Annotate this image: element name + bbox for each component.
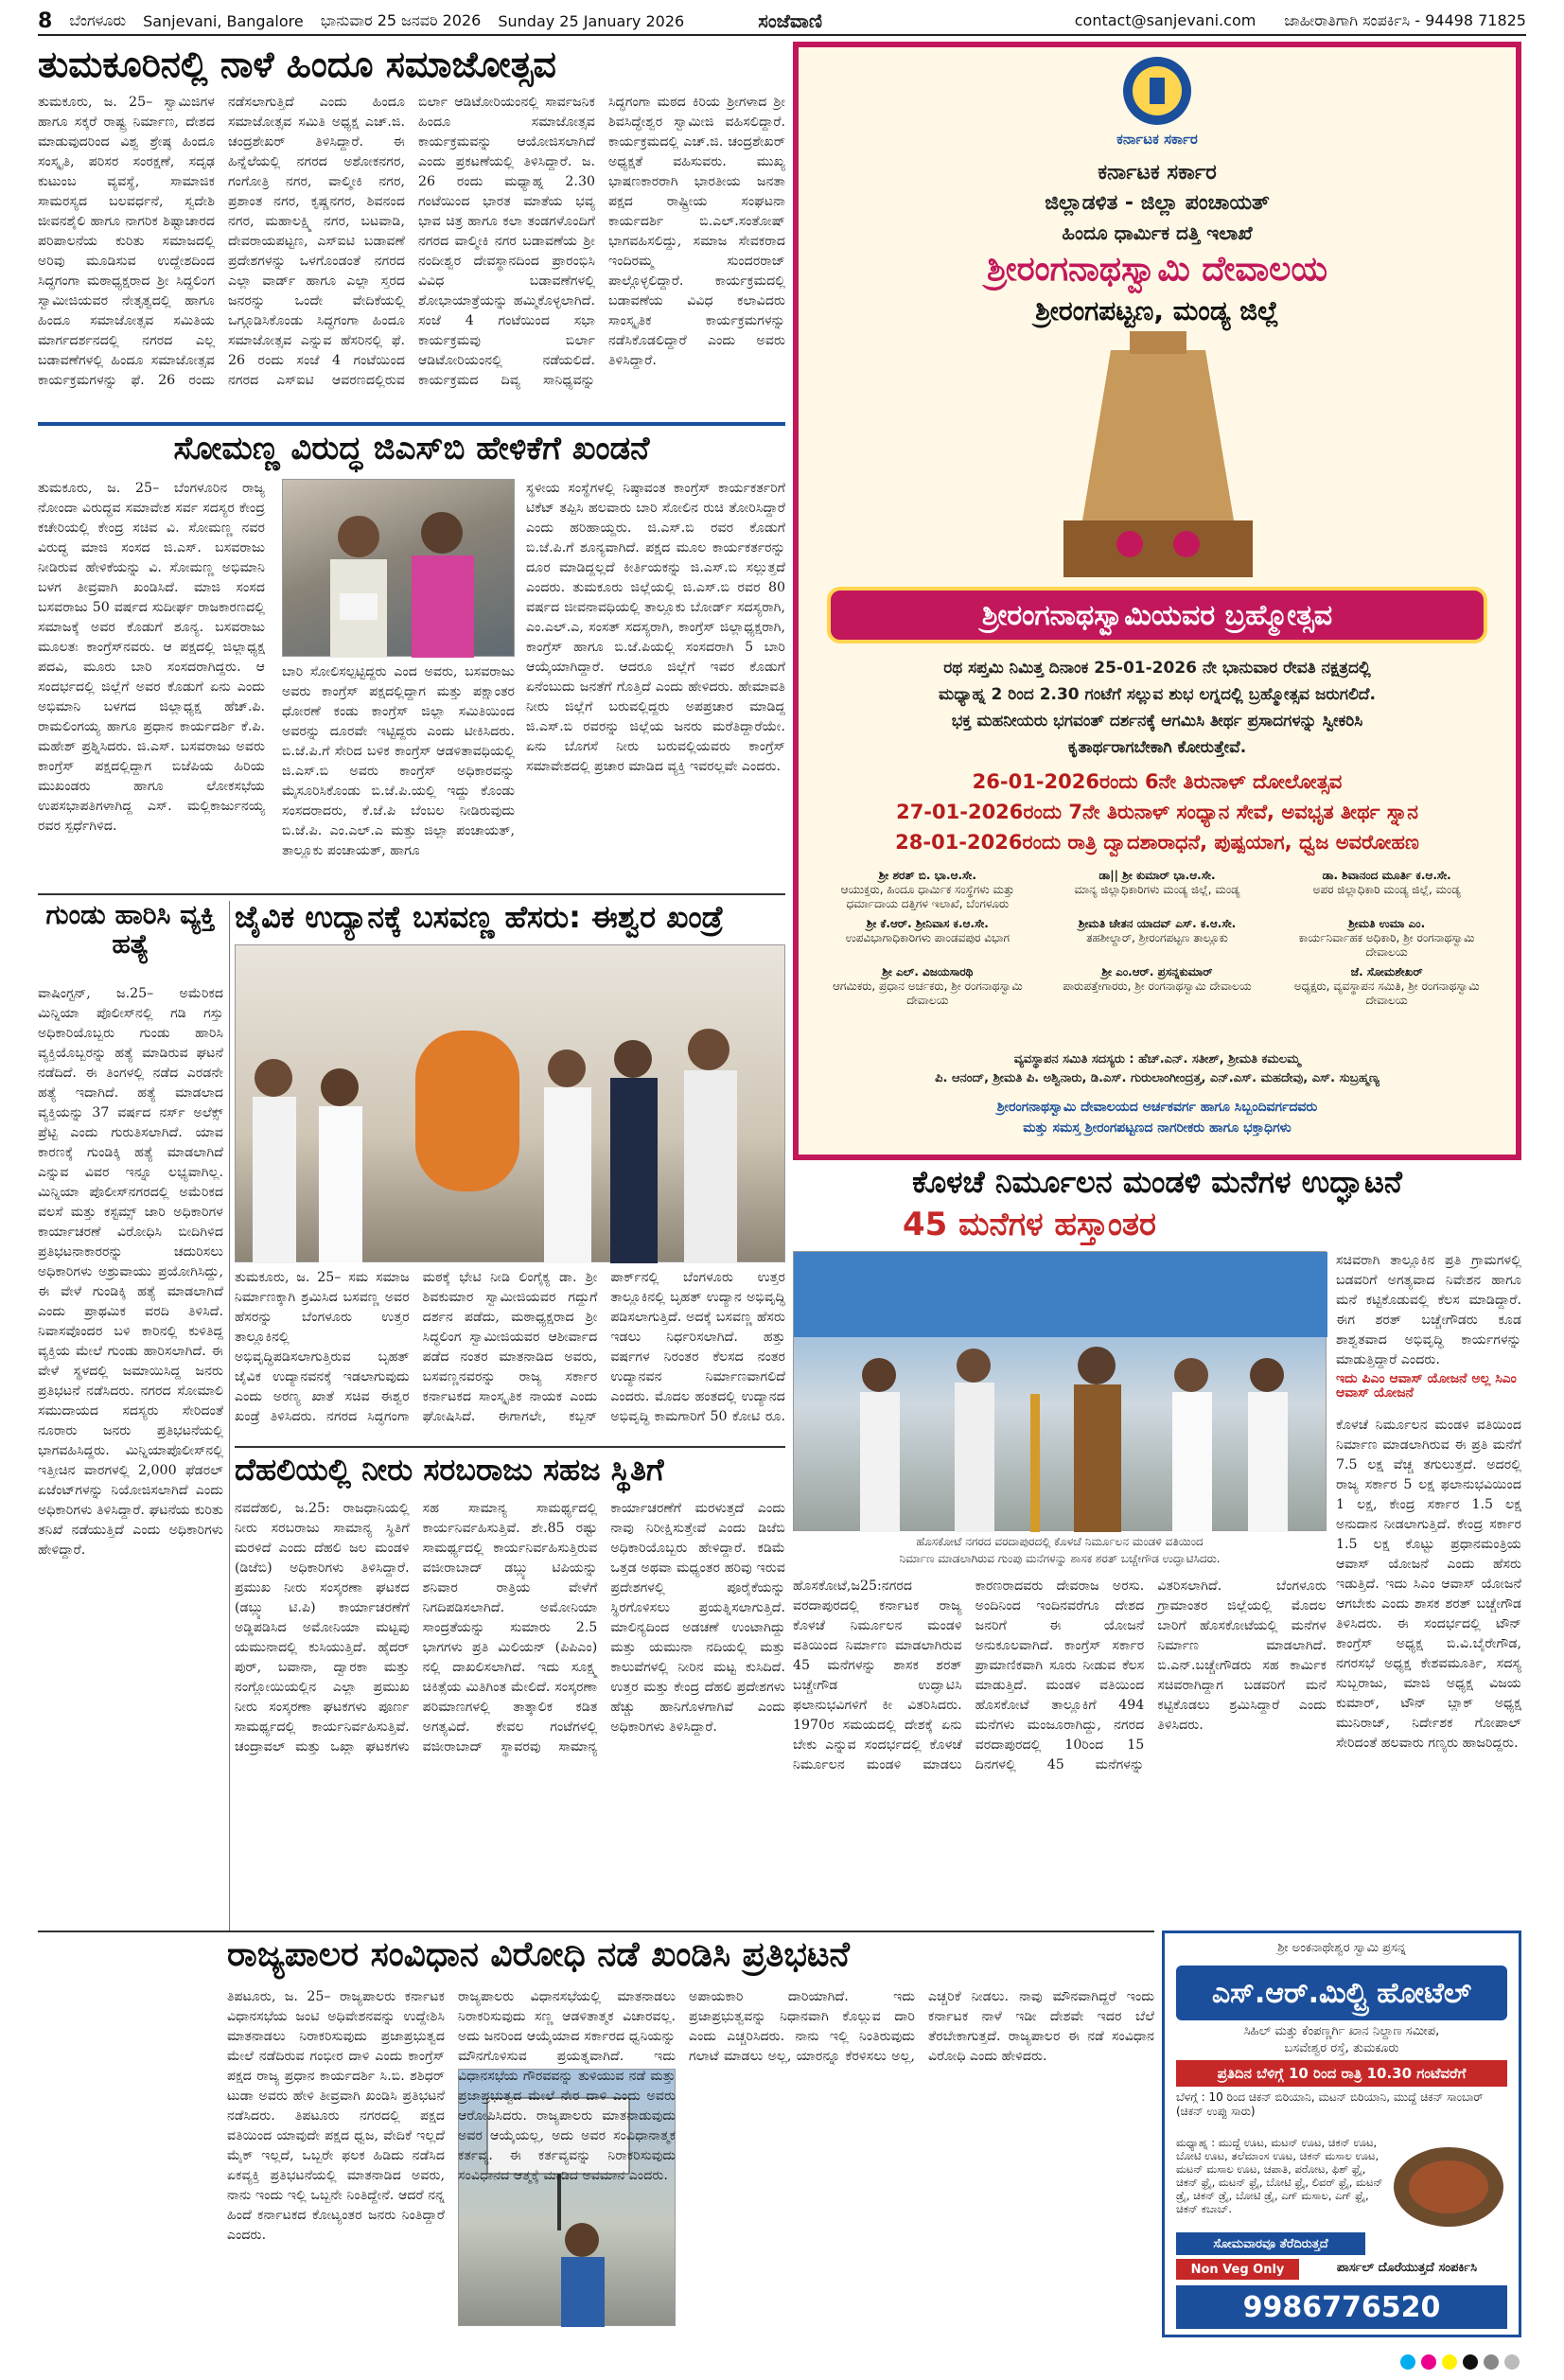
story-somanna-right: ಸ್ಥಳೀಯ ಸಂಸ್ಥೆಗಳಲ್ಲಿ ನಿಷ್ಠಾವಂತ ಕಾಂಗ್ರೆಸ್ ಕಾರ್ಯಕರ್ತರಿಗೆ ಟಿಕೆಟ್ ತಪ್ಪಿಸಿ ಹಲವಾರು ಬಾರಿ ಸೋಲಿನ ರುಚಿ ತೋರಿಸಿದ್ದಾರೆ ಎಂದು ಹರಿಹಾಯ್ದರು. ಜಿ.ಎಸ್.ಬಿ ರವರ ಕೊಡುಗೆ ಬಿ.ಜೆ.ಪಿ.ಗೆ ಶೂನ್ಯವಾಗಿದೆ. ಪಕ್ಷದ ಮೂಲ ಕಾರ್ಯಕರ್ತರನ್ನು ದೂರ ಮಾಡಿದ್ದಲ್ಲದೆ ಕೀರ್ತಿಯಕನ್ನು ಜಿ.ಎಸ್.ಬಿ ಸಲ್ಲುತ್ತದೆ ಎಂದರು. ತುಮಕೂರು ಜಿಲ್ಲೆಯಲ್ಲಿ ಜಿ.ಎಸ್.ಬಿ ರವರ 80 ವರ್ಷದ ಜೀವನಾವಧಿಯಲ್ಲಿ ತಾಲ್ಲೂಕು ಬೋರ್ಡ್ ಸದಸ್ಯರಾಗಿ, ಎಂ.ಎಲ್.ಎ, ಸಂಸತ್ ಸದಸ್ಯರಾಗಿ, ಕಾಂಗ್ರೆಸ್ ಜಿಲ್ಲಾಧ್ಯಕ್ಷರಾಗಿ, ಕಾಂಗ್ರೆಸ್ ಹಾಗೂ ಬಿ.ಜೆ.ಪಿಯಲ್ಲಿ ಸಂಸದರಾಗಿ 5 ಬಾರಿ ಆಯ್ಕೆಯಾಗಿದ್ದಾರೆ. ಆದರೂ ಜಿಲ್ಲೆಗೆ ಇವರ ಕೊಡುಗೆ ಏನೆಂಬುದು ಜನತೆಗೆ ಗೊತ್ತಿದೆ ಎಂದು ಹೇಳಿದರು. ಹೇಮಾವತಿ ನೀರು ಜಿಲ್ಲೆಗೆ ಬರುವಲ್ಲಿದ್ದರು ಅಪಪ್ರಚಾರ ಮಾಡಿದ್ದ ಜಿ.ಎಸ್.ಬಿ ರವರನ್ನು ಜಿಲ್ಲೆಯ ಜನರು ಮರೆತಿದ್ದಾರೆಯೇ. ಏನು ಬೊಗಸೆ ನೀರು ಬರುವಲ್ಲಿಯವರು ಕಾಂಗ್ರೆಸ್ ಸಮಾವೇಶದಲ್ಲಿ ಪ್ರಚಾರ ಮಾಡಿದ ವ್ಯಕ್ತಿ ಇವರಲ್ಲವೇ ಎಂದರು. — [526, 481, 785, 774]
official-card: ಡಾ|| ಶ್ರೀ ಕುಮಾರ್ ಭಾ.ಆ.ಸೇ. ಮಾನ್ಯ ಜಿಲ್ಲಾಧಿಕಾರಿಗಳು ಮಂಡ್ಯ ಜಿಲ್ಲೆ, ಮಂಡ್ಯ — [1074, 869, 1240, 896]
ad-dept: ಹಿಂದೂ ಧಾರ್ಮಿಕ ದತ್ತಿ ಇಲಾಖೆ — [1062, 221, 1253, 244]
story-housing-side-2: ಕೊಳಚೆ ನಿರ್ಮೂಲನ ಮಂಡಳಿ ವತಿಯಿಂದ ನಿರ್ಮಾಣ ಮಾಡಲಾಗಿರುವ ಈ ಪ್ರತಿ ಮನೆಗೆ 7.5 ಲಕ್ಷ ವೆಚ್ಚ ತಗುಲುತ್ತದೆ. ಅದರಲ್ಲಿ ರಾಜ್ಯ ಸರ್ಕಾರ 5 ಲಕ್ಷ ಫಲಾನುಭವಿಯಿಂದ 1 ಲಕ್ಷ, ಕೇಂದ್ರ ಸರ್ಕಾರ 1.5 ಲಕ್ಷ ಅನುದಾನ ನೀಡಲಾಗುತ್ತಿದೆ. ಕೇಂದ್ರ ಸರ್ಕಾರ 1.5 ಲಕ್ಷ ಕೊಟ್ಟು ಪ್ರಧಾನಮಂತ್ರಿಯ ಆವಾಸ್ ಯೋಜನೆ ಎಂದು ಹೆಸರು ಇಡುತ್ತಿದೆ. ಇದು ಸಿಎಂ ಆವಾಸ್ ಯೋಜನೆ ಆಗಬೇಕು ಎಂದು ಶಾಸಕ ಶರತ್ ಬಚ್ಚೇಗೌಡ ತಿಳಿಸಿದರು. ಈ ಸಂದರ್ಭದಲ್ಲಿ ಟೌನ್ ಕಾಂಗ್ರೆಸ್ ಅಧ್ಯಕ್ಷ ಬಿ.ವಿ.ಬೈರೇಗೌಡ, ನಗರಸಭೆ ಅಧ್ಯಕ್ಷ ಕೇಶವಮೂರ್ತಿ, ಸದಸ್ಯ ಸುಬ್ಬರಾಜು, ಮಾಜಿ ಅಧ್ಯಕ್ಷ ವಿಜಯ ಕುಮಾರ್, ಟೌನ್ ಬ್ಲಾಕ್ ಅಧ್ಯಕ್ಷ ಮುನಿರಾಜ್, ನಿರ್ದೇಶಕ ಗೋಪಾಲ್ ಸೇರಿದಂತೆ ಹಲವಾರು ಗಣ್ಯರು ಹಾಜರಿದ್ದರು. — [1336, 1418, 1521, 1751]
official-card: ಶ್ರೀಮತಿ ಉಮಾ ಎಂ. ಕಾರ್ಯನಿರ್ವಾಹಕ ಅಧಿಕಾರಿ, ಶ್ರೀ ರಂಗನಾಥಸ್ವಾಮಿ ದೇವಾಲಯ — [1298, 917, 1475, 959]
headline-somanna: ಸೋಮಣ್ಣ ವಿರುದ್ಧ ಜಿಎಸ್‌ಬಿ ಹೇಳಿಕೆಗೆ ಖಂಡನೆ — [173, 430, 650, 467]
story-housing: ಹೊಸಕೋಟೆ,ಜ25:ನಗರದ ವರದಾಪುರದಲ್ಲಿ ಕರ್ನಾಟಕ ರಾಜ್ಯ ಕೊಳಚೆ ನಿರ್ಮೂಲನ ಮಂಡಳಿ ವತಿಯಿಂದ ನಿರ್ಮಾಣ ಮಾಡಲಾಗಿರುವ 45 ಮನೆಗಳನ್ನು ಶಾಸಕ ಶರತ್ ಬಚ್ಚೇಗೌಡ ಉದ್ಘಾಟಿಸಿ ಫಲಾನುಭವಿಗಳಿಗೆ ಕೀ ವಿತರಿಸಿದರು. 1970ರ ಸಮಯದಲ್ಲಿ ದೇಶಕ್ಕೆ ಏನು ಬೇಕು ಎನ್ನುವ ಸಂದರ್ಭದಲ್ಲಿ ಕೊಳಚೆ ನಿರ್ಮೂಲನ ಮಂಡಳಿ ಮಾಡಲು ಕಾರಣರಾದವರು ದೇವರಾಜ ಅರಸು. ಅಂದಿನಿಂದ ಇಂದಿನವರೆಗೂ ದೇಶದ ಜನರಿಗೆ ಈ ಯೋಜನೆ ಅನುಕೂಲವಾಗಿದೆ. ಕಾಂಗ್ರೆಸ್ ಸರ್ಕಾರ ಪ್ರಾಮಾಣಿಕವಾಗಿ ಸೂರು ನೀಡುವ ಕೆಲಸ ಮಾಡುತ್ತಿದೆ. ಮಂಡಳಿ ವತಿಯಿಂದ ಹೊಸಕೋಟೆ ತಾಲ್ಲೂಕಿಗೆ 494 ಮನೆಗಳು ಮಂಜೂರಾಗಿದ್ದು, ನಗರದ ವರದಾಪುರದಲ್ಲಿ 10ರಿಂದ 15 ದಿನಗಳಲ್ಲಿ 45 ಮನೆಗಳನ್ನು ವಿತರಿಸಲಾಗಿದೆ. ಬೆಂಗಳೂರು ಗ್ರಾಮಾಂತರ ಜಿಲ್ಲೆಯಲ್ಲಿ ಮೊದಲ ಬಾರಿಗೆ ಹೊಸಕೋಟೆಯಲ್ಲಿ ಮನೆಗಳ ನಿರ್ಮಾಣ ಮಾಡಲಾಗಿದೆ. ಬಿ.ಎನ್.ಬಚ್ಚೇಗೌಡರು ಸಹ ಕಾರ್ಮಿಕ ಸಚಿವರಾಗಿದ್ದಾಗ ಬಡವರಿಗೆ ಮನೆ ಕಟ್ಟಿಕೊಡಲು ಶ್ರಮಿಸಿದ್ದಾರೆ ಎಂದು ತಿಳಿಸಿದರು. — [793, 1578, 1327, 1772]
date-english: Sunday 25 January 2026 — [498, 11, 685, 30]
story-governor-left: ತಿಪಟೂರು, ಜ. 25– ರಾಜ್ಯಪಾಲರು ಕರ್ನಾಟಕ ವಿಧಾನಸಭೆಯ ಜಂಟಿ ಅಧಿವೇಶನವನ್ನು ಉದ್ದೇಶಿಸಿ ಮಾತನಾಡಲು ನಿರಾಕರಿಸುವುದು ಪ್ರಜಾಪ್ರಭುತ್ವದ ಮೇಲೆ ನಡೆದಿರುವ ಗಂಭೀರ ದಾಳಿ ಎಂದು ಕಾಂಗ್ರೆಸ್ ಪಕ್ಷದ ರಾಜ್ಯ ಪ್ರಧಾನ ಕಾರ್ಯದರ್ಶಿ ಸಿ.ಬಿ. ಶಶಿಧರ್ ಟುಡಾ ಅವರು ಹೇಳಿ ತೀವ್ರವಾಗಿ ಖಂಡಿಸಿ ಪ್ರತಿಭಟನೆ ನಡೆಸಿದರು. ತಿಪಟೂರು ನಗರದಲ್ಲಿ ಪಕ್ಷದ ವತಿಯಿಂದ ಯಾವುದೇ ಪಕ್ಷದ ಧ್ವಜ, ವೇದಿಕೆ ಇಲ್ಲದೆ ಮೈಕ್ ಇಲ್ಲದೆ, ಒಬ್ಬರೇ ಫಲಕ ಹಿಡಿದು ನಡೆಸಿದ ಏಕವ್ಯಕ್ತಿ ಪ್ರತಿಭಟನೆಯಲ್ಲಿ ಮಾತನಾಡಿದ ಅವರು, ನಾನು ಇಂದು ಇಲ್ಲಿ ಒಬ್ಬನೇ ನಿಂತಿದ್ದೇನೆ. ಆದರೆ ನನ್ನ ಹಿಂದೆ ಕರ್ನಾಟಕದ ಕೋಟ್ಯಂತರ ಜನರು ನಿಂತಿದ್ದಾರೆ ಎಂದರು. — [227, 1989, 445, 2243]
section-divider — [38, 893, 785, 895]
ad-officials-grid — [817, 869, 1497, 1008]
ad-place: ಶ್ರೀರಂಗಪಟ್ಟಣ, ಮಂಡ್ಯ ಜಿಲ್ಲೆ — [1035, 295, 1279, 326]
page-number: 8 — [38, 9, 53, 33]
hotel-hours: ಪ್ರತಿದಿನ ಬೆಳಿಗ್ಗೆ 10 ರಿಂದ ರಾತ್ರಿ 10.30 ಗಂಟೆವರೆಗೆ — [1176, 2060, 1507, 2087]
photo-housing-inauguration — [793, 1251, 1327, 1531]
story-governor-mid: ರಾಜ್ಯಪಾಲರು ವಿಧಾನಸಭೆಯಲ್ಲಿ ಮಾತನಾಡಲು ನಿರಾಕರಿಸುವುದು ಸಣ್ಣ ಆಡಳಿತಾತ್ಮಕ ವಿಚಾರವಲ್ಲ. ಅದು ಜನರಿಂದ ಆಯ್ಕೆಯಾದ ಸರ್ಕಾರದ ಧ್ವನಿಯನ್ನು ಮೌನಗೊಳಿಸುವ ಪ್ರಯತ್ನವಾಗಿದೆ. ಇದು ವಿಧಾನಸಭೆಯ ಗೌರವವನ್ನು ತುಳಿಯುವ ನಡೆ ಮತ್ತು ಪ್ರಜಾಪ್ರಭುತ್ವದ ಮೇಲೆ ನೇರ ದಾಳಿ ಎಂದು ಅವರು ಆರೋಪಿಸಿದರು. ರಾಜ್ಯಪಾಲರು ಮಾತನಾಡುವುದು ಅವರ ಆಯ್ಕೆಯಲ್ಲ, ಅದು ಅವರ ಸಂವಿಧಾನಾತ್ಮಕ ಕರ್ತವ್ಯ. ಈ ಕರ್ತವ್ಯವನ್ನು ನಿರಾಕರಿಸುವುದು ಸಂವಿಧಾನದ ಆತ್ಮಕ್ಕೆ ಮಾಡಿದ ಅವಮಾನ ಎಂದರು. — [458, 1989, 676, 2183]
official-card: ಶ್ರೀ ಕೆ.ಆರ್. ಶ್ರೀನಿವಾಸ ಕ.ಆ.ಸೇ. ಉಪವಿಭಾಗಾಧಿಕಾರಿಗಳು ಪಾಂಡವಪುರ ವಿಭಾಗ — [845, 917, 1010, 944]
people-illustration-icon — [283, 480, 516, 658]
subheadline-housing: 45 ಮನೆಗಳ ಹಸ್ತಾಂತರ — [902, 1206, 1157, 1243]
hotel-nonveg-badge: Non Veg Only — [1176, 2259, 1299, 2280]
story-housing-side: ಸಚಿವರಾಗಿ ತಾಲ್ಲೂಕಿನ ಪ್ರತಿ ಗ್ರಾಮಗಳಲ್ಲಿ ಬಡವರಿಗೆ ಅಗತ್ಯವಾದ ನಿವೇಶನ ಹಾಗೂ ಮನೆ ಕಟ್ಟಿಕೊಡುವಲ್ಲಿ ಕೆಲಸ ಮಾಡಿದ್ದಾರೆ. ಈಗ ಶರತ್ ಬಚ್ಚೇಗೌಡರು ಕೂಡ ಶಾಶ್ವತವಾದ ಅಭಿವೃದ್ಧಿ ಕಾರ್ಯಗಳನ್ನು ಮಾಡುತ್ತಿದ್ದಾರೆ ಎಂದರು. — [1336, 1253, 1521, 1367]
advert-temple — [793, 42, 1521, 1160]
story-somanna-left: ತುಮಕೂರು, ಜ. 25– ಬೆಂಗಳೂರಿನ ರಾಜ್ಯ ನೋಂದಾ ವಿರುದ್ಧವ ಸಮಾವೇಶ ಸರ್ವ ಸದಸ್ಯರ ಕೇಂದ್ರ ಕಚೇರಿಯಲ್ಲಿ ಕೇಂದ್ರ ಸಚಿವ ವಿ. ಸೋಮಣ್ಣ ನವರ ವಿರುದ್ಧ ಮಾಜಿ ಸಂಸದ ಜಿ.ಎಸ್. ಬಸವರಾಜು ನೀಡಿರುವ ಹೇಳಿಕೆಯನ್ನು ವಿ. ಸೋಮಣ್ಣ ಅಭಿಮಾನಿ ಬಳಗ ತೀವ್ರವಾಗಿ ಖಂಡಿಸಿದೆ. ಮಾಜಿ ಸಂಸದ ಬಸವರಾಜು 50 ವರ್ಷದ ಸುದೀರ್ಘ ರಾಜಕಾರಣದಲ್ಲಿ ಸಮಾಜಕ್ಕೆ ಅವರ ಕೊಡುಗೆ ಶೂನ್ಯ. ಬಸವರಾಜು ಮೂಲತಃ ಕಾಂಗ್ರೆಸ್‌ನವರು. ಆ ಪಕ್ಷದಲ್ಲಿ ಜಿಲ್ಲಾಧ್ಯಕ್ಷ ಪದವಿ, ಮೂರು ಬಾರಿ ಸಂಸದರಾಗಿದ್ದರು. ಆ ಸಂದರ್ಭದಲ್ಲಿ ಜಿಲ್ಲೆಗೆ ಅವರ ಕೊಡುಗೆ ಏನು ಎಂದು ಅಭಿಮಾನಿ ಬಳಗದ ಜಿಲ್ಲಾಧ್ಯಕ್ಷ ಹೆಚ್.ಪಿ. ರಾಮಲಿಂಗಯ್ಯ ಹಾಗೂ ಪ್ರಧಾನ ಕಾರ್ಯದರ್ಶಿ ಕೆ.ಪಿ. ಮಹೇಶ್ ಪ್ರಶ್ನಿಸಿದರು. ಜಿ.ಎಸ್. ಬಸವರಾಜು ಅವರು ಕಾಂಗ್ರೆಸ್ ಪಕ್ಷದಲ್ಲಿದ್ದಾಗ ಬಿಜೆಪಿಯ ಹಿರಿಯ ಮುಖಂಡರು ಹಾಗೂ ಲೋಕಸಭೆಯ ಉಪಸಭಾಪತಿಗಳಾಗಿದ್ದ ಎಸ್. ಮಲ್ಲಿಕಾರ್ಜುನಯ್ಯ ರವರ ಸ್ಪರ್ಧೆಗಿಳಿದ. — [38, 481, 265, 834]
inauguration-illustration-icon — [794, 1252, 1327, 1532]
ad-banner-brahmotsava: ಶ್ರೀರಂಗನಾಥಸ್ವಾಮಿಯವರ ಬ್ರಹ್ಮೋತ್ಸವ — [827, 587, 1487, 643]
ad-schedule-3: 28-01-2026ರಂದು ರಾತ್ರಿ ದ್ವಾದಶಾರಾಧನೆ, ಪುಷ್ಪಯಾಗ, ಧ್ವಜ ಅವರೋಹಣ — [895, 831, 1419, 854]
headline-governor: ರಾಜ್ಯಪಾಲರ ಸಂವಿಧಾನ ವಿರೋಧಿ ನಡೆ ಖಂಡಿಸಿ ಪ್ರತಿಭಟನೆ — [227, 1935, 850, 1974]
story-water: ನವದೆಹಲಿ, ಜ.25: ರಾಜಧಾನಿಯಲ್ಲಿ ನೀರು ಸರಬರಾಜು ಸಾಮಾನ್ಯ ಸ್ಥಿತಿಗೆ ಮರಳಿದೆ ಎಂದು ದೆಹಲಿ ಜಲ ಮಂಡಳಿ (ಡಿಜೆಬಿ) ಅಧಿಕಾರಿಗಳು ತಿಳಿಸಿದ್ದಾರೆ. ಪ್ರಮುಖ ನೀರು ಸಂಸ್ಕರಣಾ ಘಟಕದ (ಡಬ್ಲ್ಯು ಟಿ.ಪಿ) ಕಾರ್ಯಾಚರಣೆಗೆ ಅಡ್ಡಿಪಡಿಸಿದ ಅಮೋನಿಯಾ ಮಟ್ಟವು ಯಮುನಾದಲ್ಲಿ ಕುಸಿಯುತ್ತಿದೆ. ಹೈದರ್ ಪುರ್, ಬವಾನಾ, ದ್ವಾರಕಾ ಮತ್ತು ನಂಗ್ಲೋಯಿಯಲ್ಲಿನ ಎಲ್ಲಾ ಪ್ರಮುಖ ನೀರು ಸಂಸ್ಕರಣಾ ಘಟಕಗಳು ಪೂರ್ಣ ಸಾಮರ್ಥ್ಯದಲ್ಲಿ ಕಾರ್ಯನಿರ್ವಹಿಸುತ್ತಿವೆ. ಚಂದ್ರಾವಲ್ ಮತ್ತು ಒಖ್ಲಾ ಘಟಕಗಳು ಸಹ ಸಾಮಾನ್ಯ ಸಾಮರ್ಥ್ಯದಲ್ಲಿ ಕಾರ್ಯನಿರ್ವಹಿಸುತ್ತಿವೆ. ಶೇ.85 ರಷ್ಟು ಸಾಮರ್ಥ್ಯದಲ್ಲಿ ಕಾರ್ಯನಿರ್ವಹಿಸುತ್ತಿರುವ ವಜೀರಾಬಾದ್ ಡಬ್ಲ್ಯು ಟಿಪಿಯನ್ನು ಶನಿವಾರ ರಾತ್ರಿಯ ವೇಳೆಗೆ ನಿಗದಿಪಡಿಸಲಾಗಿದೆ. ಅಮೋನಿಯಾ ಸಾಂದ್ರತೆಯನ್ನು ಸುಮಾರು 2.5 ಭಾಗಗಳು ಪ್ರತಿ ಮಿಲಿಯನ್ (ಪಿಪಿಎಂ) ನಲ್ಲಿ ದಾಖಲಿಸಲಾಗಿದೆ. ಇದು ಸೂಕ್ಷ್ಮ ಚಿಕಿತ್ಸೆಯ ಮಿತಿಗಿಂತ ಮೇಲಿದೆ. ಸಂಸ್ಕರಣಾ ಪರಿಮಾಣಗಳಲ್ಲಿ ತಾತ್ಕಾಲಿಕ ಕಡಿತ ಅಗತ್ಯವಿದೆ. ಕೇವಲ ಗಂಟೆಗಳಲ್ಲಿ ವಜೀರಾಬಾದ್ ಸ್ಥಾವರವು ಸಾಮಾನ್ಯ ಕಾರ್ಯಾಚರಣೆಗೆ ಮರಳುತ್ತದೆ ಎಂದು ನಾವು ನಿರೀಕ್ಷಿಸುತ್ತೇವೆ ಎಂದು ಡಿಜೆಬಿ ಅಧಿಕಾರಿಯೊಬ್ಬರು ಹೇಳಿದ್ದಾರೆ. ಕಡಿಮೆ ಒತ್ತಡ ಅಥವಾ ಮಧ್ಯಂತರ ಹರಿವು ಇರುವ ಪ್ರದೇಶಗಳಲ್ಲಿ ಪೂರೈಕೆಯನ್ನು ಸ್ಥಿರಗೊಳಿಸಲು ಪ್ರಯತ್ನಿಸಲಾಗುತ್ತಿದೆ. ಮಾಲಿನ್ಯದಿಂದ ಅಡಚಣೆ ಉಂಟಾಗಿದ್ದು ಮತ್ತು ಯಮುನಾ ನದಿಯಲ್ಲಿ ಮತ್ತು ಕಾಲುವೆಗಳಲ್ಲಿ ನೀರಿನ ಮಟ್ಟ ಕುಸಿದಿದೆ. ಉತ್ತರ ಮತ್ತು ಕೇಂದ್ರ ದೆಹಲಿ ಪ್ರದೇಶಗಳು ಹೆಚ್ಚು ಹಾನಿಗೊಳಗಾಗಿವೆ ಎಂದು ಅಧಿಕಾರಿಗಳು ತಿಳಿಸಿದ್ದಾರೆ. — [235, 1501, 785, 1754]
black-dot-icon — [1463, 2354, 1478, 2370]
hotel-monday-open: ಸೋಮವಾರವೂ ತೆರೆದಿರುತ್ತದೆ — [1176, 2232, 1365, 2255]
hotel-afternoon-menu: ಮಧ್ಯಾಹ್ನ : ಮುದ್ದೆ ಊಟ, ಮಟನ್ ಊಟ, ಚಿಕನ್ ಊಟ, ಬೋಟಿ ಊಟ, ತಲೆಮಾಂಸ ಊಟ, ಚಿಕನ್ ಮಸಾಲ ಊಟ, ಮಟನ್ ಮಸಾಲ ಊಟ, ಚಪಾತಿ, ಪರೋಟ, ಫಿಶ್ ಫ್ರೈ, ಚಿಕನ್ ಫ್ರೈ, ಮಟನ್ ಫ್ರೈ, ಬೋಟಿ ಫ್ರೈ, ಲಿವರ್ ಫ್ರೈ, ಮಟನ್ ಡ್ರೈ, ಚಿಕನ್ ಡ್ರೈ, ಬೋಟಿ ಡ್ರೈ, ಎಗ್ ಮಸಾಲ, ಎಗ್ ಫ್ರೈ, ಚಿಕನ್ ಕಬಾಬ್. — [1176, 2136, 1383, 2215]
official-card: ಶ್ರೀಮತಿ ಚೇತನ ಯಾದವ್ ಎಸ್. ಕ.ಆ.ಸೇ. ತಹಶೀಲ್ದಾರ್, ಶ್ರೀರಂಗಪಟ್ಟಣ ತಾಲ್ಲೂಕು — [1078, 917, 1237, 944]
ad-detail-4: ಕೃತಾರ್ಥರಾಗಬೇಕಾಗಿ ಕೋರುತ್ತೇವೆ. — [1067, 738, 1247, 757]
story-basavanna: ತುಮಕೂರು, ಜ. 25– ಸಮ ಸಮಾಜ ನಿರ್ಮಾಣಕ್ಕಾಗಿ ಶ್ರಮಿಸಿದ ಬಸವಣ್ಣ ಅವರ ಹೆಸರನ್ನು ಬೆಂಗಳೂರು ಉತ್ತರ ತಾಲ್ಲೂಕಿನಲ್ಲಿ ಅಭಿವೃದ್ಧಿಪಡಿಸಲಾಗುತ್ತಿರುವ ಬೃಹತ್ ಜೈವಿಕ ಉದ್ಯಾನವನಕ್ಕೆ ಇಡಲಾಗುವುದು ಎಂದು ಅರಣ್ಯ ಖಾತೆ ಸಚಿವ ಈಶ್ವರ ಖಂಡ್ರೆ ತಿಳಿಸಿದರು. ನಗರದ ಸಿದ್ಧಗಂಗಾ ಮಠಕ್ಕೆ ಭೇಟಿ ನೀಡಿ ಲಿಂಗೈಕ್ಯ ಡಾ. ಶ್ರೀ ಶಿವಕುಮಾರ ಸ್ವಾಮೀಜಿಯವರ ಗದ್ದುಗೆ ದರ್ಶನ ಪಡೆದು, ಮಠಾಧ್ಯಕ್ಷರಾದ ಶ್ರೀ ಸಿದ್ಧಲಿಂಗ ಸ್ವಾಮೀಜಿಯವರ ಆಶೀರ್ವಾದ ಪಡೆದ ನಂತರ ಮಾತನಾಡಿದ ಅವರು, ಬಸವಣ್ಣನವರನ್ನು ರಾಜ್ಯ ಸರ್ಕಾರ ಕರ್ನಾಟಕದ ಸಾಂಸ್ಕೃತಿಕ ನಾಯಕ ಎಂದು ಘೋಷಿಸಿದೆ. ಈಗಾಗಲೇ, ಕಬ್ಬನ್ ಪಾರ್ಕ್‌ನಲ್ಲಿ ಬೆಂಗಳೂರು ಉತ್ತರ ತಾಲ್ಲೂಕಿನಲ್ಲಿ ಬೃಹತ್ ಉದ್ಯಾನ ಅಭಿವೃದ್ಧಿ ಪಡಿಸಲಾಗುತ್ತಿದೆ. ಅದಕ್ಕೆ ಬಸವಣ್ಣ ಹೆಸರು ಇಡಲು ನಿರ್ಧರಿಸಲಾಗಿದೆ. ಹತ್ತು ವರ್ಷಗಳ ನಿರಂತರ ಕೆಲಸದ ನಂತರ ಉದ್ಯಾನವನ ನಿರ್ಮಾಣವಾಗಲಿದೆ ಎಂದರು. ಮೊದಲ ಹಂತದಲ್ಲಿ ಉದ್ಯಾನದ ಅಭಿವೃದ್ಧಿ ಕಾಮಗಾರಿಗೆ 50 ಕೋಟಿ ರೂ. — [235, 1270, 785, 1424]
people-group-illustration-icon — [236, 945, 786, 1263]
story-somanna-mid: ಬಾರಿ ಸೋಲಿಸಲ್ಪಟ್ಟಿದ್ದರು ಎಂದ ಅವರು, ಬಸವರಾಜು ಅವರು ಕಾಂಗ್ರೆಸ್ ಪಕ್ಷದಲ್ಲಿದ್ದಾಗ ಮತ್ತು ಪಕ್ಷಾಂತರ ಧೋರಣೆ ಕಂಡು ಕಾಂಗ್ರೆಸ್ ಜಿಲ್ಲಾ ಸಮಿತಿಯಿಂದ ಅವರನ್ನು ದೂರವೇ ಇಟ್ಟಿದ್ದರು ಎಂದು ಟೀಕಿಸಿದರು. ಬಿ.ಜೆ.ಪಿ.ಗೆ ಸೇರಿದ ಬಳಿಕ ಕಾಂಗ್ರೆಸ್ ಆಡಳಿತಾವಧಿಯಲ್ಲಿ ಜಿ.ಎಸ್.ಬಿ ಅವರು ಕಾಂಗ್ರೆಸ್ ಅಧಿಕಾರವನ್ನು ಮೈಸೂರಿಸಿಕೊಂಡು ಬಿ.ಜೆ.ಪಿ.ಯಲ್ಲಿ ಇದ್ದು ಕೊಂಡು ಸಂಸದರಾದರು, ಕೆ.ಜೆ.ಪಿ ಬೆಂಬಲ ನೀಡಿರುವುದು ಬಿ.ಜೆ.ಪಿ. ಎಂ.ಎಲ್.ಎ ಮತ್ತು ಜಿಲ್ಲಾ ಪಂಚಾಯತ್, ತಾಲ್ಲೂಕು ಪಂಚಾಯತ್, ಹಾಗೂ — [282, 664, 515, 858]
paper-logo: ಸಂಜೆವಾಣಿ — [758, 9, 822, 32]
ad-schedule-2: 27-01-2026ರಂದು 7ನೇ ತಿರುನಾಳ್ ಸಂಧ್ಯಾನ ಸೇವೆ, ಅವಭೃತ ತೀರ್ಥ ಸ್ನಾನ — [896, 801, 1418, 823]
headline-housing: ಕೊಳಚೆ ನಿರ್ಮೂಲನ ಮಂಡಳಿ ಮನೆಗಳ ಉದ್ಘಾಟನೆ — [912, 1164, 1402, 1200]
official-card: ಶ್ರೀ ಎಲ್. ವಿಜಯಸಾರಥಿ ಆಗಮಿಕರು, ಪ್ರಧಾನ ಅರ್ಚಕರು, ಶ್ರೀ ರಂಗನಾಥಸ್ವಾಮಿ ದೇವಾಲಯ — [832, 965, 1023, 1007]
official-card: ಶ್ರೀ ಶರತ್ ಬಿ. ಭಾ.ಆ.ಸೇ. ಆಯುಕ್ತರು, ಹಿಂದೂ ಧಾರ್ಮಿಕ ಸಂಸ್ಥೆಗಳು ಮತ್ತು ಧರ್ಮಾದಾಯ ದತ್ತಿಗಳ ಇಲಾಖೆ, ಬೆಂಗಳೂರು — [840, 869, 1015, 910]
ad-temple-name: ಶ್ರೀರಂಗನಾಥಸ್ವಾಮಿ ದೇವಾಲಯ — [986, 250, 1328, 289]
hotel-morning-menu: ಬೆಳಗ್ಗೆ : 10 ರಿಂದ ಚಿಕನ್ ಬಿರಿಯಾನಿ, ಮಟನ್ ಬಿರಿಯಾನಿ, ಮುದ್ದೆ ಚಿಕನ್ ಸಾಂಬಾರ್ (ಚಿಕನ್ ಉಪ್ಪು ಸಾರು) — [1176, 2090, 1484, 2118]
hotel-tag: ಶ್ರೀ ಅಂಕನಾಥೇಶ್ವರ ಸ್ವಾಮಿ ಪ್ರಸನ್ನ — [1277, 1941, 1406, 1955]
section-divider — [38, 1930, 1154, 1932]
cyan-dot-icon — [1400, 2354, 1415, 2370]
column-divider — [229, 901, 230, 1932]
ad-govt: ಕರ್ನಾಟಕ ಸರ್ಕಾರ — [1098, 161, 1217, 185]
contact-email[interactable]: contact@sanjevani.com — [1074, 11, 1256, 29]
yellow-dot-icon — [1442, 2354, 1457, 2370]
ad-committee-2: ಪಿ. ಆನಂದ್, ಶ್ರೀಮತಿ ಪಿ. ಅಶ್ವಿನಾರು, ಡಿ.ಎಸ್. ಗುರುಲಾಂಗೀಂದ್ರತ್ತ, ಎನ್.ಎಸ್. ಮಹದೇವು, ಎಸ್. ಸುಬ್ರಹ್ಮಣ್ಯ — [935, 1071, 1379, 1085]
photo-basavanna-visit — [235, 944, 785, 1262]
official-card: ಜೆ. ಸೋಮಶೇಖರ್ ಅಧ್ಯಕ್ಷರು, ವ್ಯವಸ್ಥಾಪನ ಸಮಿತಿ, ಶ್ರೀ ರಂಗನಾಥಸ್ವಾಮಿ ದೇವಾಲಯ — [1293, 965, 1480, 1007]
hotel-name: ಎಸ್.ಆರ್.ಮಿಲ್ಟ್ರಿ ಹೋಟೆಲ್ — [1176, 1966, 1507, 2020]
story-murder: ವಾಷಿಂಗ್ಟನ್, ಜ.25– ಅಮೆರಿಕದ ಮಿನ್ನಿಯಾ ಪೊಲೀಸ್‌ನಲ್ಲಿ ಗಡಿ ಗಸ್ತು ಅಧಿಕಾರಿಯೊಬ್ಬರು ಗುಂಡು ಹಾರಿಸಿ ವ್ಯಕ್ತಿಯೊಬ್ಬರನ್ನು ಹತ್ಯೆ ಮಾಡಿರುವ ಘಟನೆ ನಡೆದಿದೆ. ಈ ತಿಂಗಳಲ್ಲಿ ನಡೆದ ಎರಡನೇ ಹತ್ಯೆ ಇದಾಗಿದೆ. ಹತ್ಯೆ ಮಾಡಲಾದ ವ್ಯಕ್ತಿಯನ್ನು 37 ವರ್ಷದ ನರ್ಸ್ ಅಲೆಕ್ಸ್ ಪ್ರೆಟ್ಟಿ ಎಂದು ಗುರುತಿಸಲಾಗಿದೆ. ಯಾವ ಕಾರಣಕ್ಕೆ ಗುಂಡಿಕ್ಕಿ ಹತ್ಯೆ ಮಾಡಲಾಗಿದೆ ಎನ್ನುವ ವಿವರ ಇನ್ನೂ ಲಭ್ಯವಾಗಿಲ್ಲ. ಮಿನ್ನಿಯಾ ಪೊಲೀಸ್‌ನಗರದಲ್ಲಿ ಅಮೆರಿಕದ ವಲಸೆ ಮತ್ತು ಕಸ್ಟಮ್ಸ್ ಜಾರಿ ಅಧಿಕಾರಿಗಳ ಕಾರ್ಯಾಚರಣೆ ವಿರೋಧಿಸಿ ಬೀದಿಗಿಳಿದ ಪ್ರತಿಭಟನಾಕಾರರನ್ನು ಚದುರಿಸಲು ಅಧಿಕಾರಿಗಳು ಅಶ್ರುವಾಯು ಪ್ರಯೋಗಿಸಿದ್ದು, ಈ ವೇಳೆ ಗುಂಡಿಕ್ಕಿ ಹತ್ಯೆ ಮಾಡಲಾಗಿದೆ ಎಂದು ಪ್ರಾಥಮಿಕ ವರದಿ ತಿಳಿಸಿದೆ. ನಿವಾಸವೊಂದರ ಬಳಿ ಕಾರಿನಲ್ಲಿ ಕುಳಿತಿದ್ದ ವ್ಯಕ್ತಿಯ ಮೇಲೆ ಗುಂಡು ಹಾರಿಸಲಾಗಿದೆ. ಈ ವೇಳೆ ಸ್ಥಳದಲ್ಲಿ ಜಮಾಯಿಸಿದ್ದ ಜನರು ಪ್ರತಿಭಟನೆ ನಡೆಸಿದರು. ನಗರದ ಸೋಮಾಲಿ ಸಮುದಾಯದ ಸದಸ್ಯರು ಸೇರಿದಂತೆ ನೂರಾರು ಜನರು ಪ್ರತಿಭಟನೆಯಲ್ಲಿ ಭಾಗವಹಿಸಿದ್ದರು. ಮಿನ್ನಿಯಾಪೊಲೀಸ್‌ನಲ್ಲಿ ಇತ್ತೀಚಿನ ವಾರಗಳಲ್ಲಿ 2,000 ಫೆಡರಲ್ ಏಜೆಂಟ್‌ಗಳನ್ನು ನಿಯೋಜಿಸಲಾಗಿದೆ ಎಂದು ಅಧಿಕಾರಿಗಳು ತಿಳಿಸಿದ್ದಾರೆ. ಘಟನೆಯ ಕುರಿತು ತನಿಖೆ ನಡೆಯುತ್ತಿದೆ ಎಂದು ಅಧಿಕಾರಿಗಳು ಹೇಳಿದ್ದಾರೆ. — [38, 986, 223, 1558]
section-divider — [235, 1446, 785, 1448]
caption-housing-2: ನಿರ್ಮಾಣ ಮಾಡಲಾಗಿರುವ ಗುಂಪು ಮನೆಗಳನ್ನು ಶಾಸಕ ಶರತ್ ಬಚ್ಚೇಗೌಡ ಉದ್ಘಾಟಿಸಿದರು. — [899, 1552, 1221, 1565]
headline-basavanna: ಜೈವಿಕ ಉದ್ಯಾನಕ್ಕೆ ಬಸವಣ್ಣ ಹೆಸರು: ಈಶ್ವರ ಖಂಡ್ರೆ — [235, 899, 724, 935]
blue-rule — [38, 422, 785, 426]
official-card: ಡಾ. ಶಿವಾನಂದ ಮೂರ್ತಿ ಕ.ಆ.ಸೇ. ಅಪರ ಜಿಲ್ಲಾಧಿಕಾರಿ ಮಂಡ್ಯ ಜಿಲ್ಲೆ, ಮಂಡ್ಯ — [1312, 869, 1461, 896]
ad-detail-1: ರಥ ಸಪ್ತಮಿ ನಿಮಿತ್ತ ದಿನಾಂಕ 25-01-2026 ನೇ ಭಾನುವಾರ ರೇವತಿ ನಕ್ಷತ್ರದಲ್ಲಿ — [943, 659, 1371, 678]
registration-marks — [1400, 2354, 1520, 2370]
story-governor-right: ಅಪಾಯಕಾರಿ ದಾರಿಯಾಗಿದೆ. ಇದು ಪ್ರಜಾಪ್ರಭುತ್ವವನ್ನು ನಿಧಾನವಾಗಿ ಕೊಲ್ಲುವ ದಾರಿ ಎಂದು ಎಚ್ಚರಿಸಿದರು. ನಾನು ಇಲ್ಲಿ ನಿಂತಿರುವುದು ಗಲಾಟೆ ಮಾಡಲು ಅಲ್ಲ, ಯಾರನ್ನೂ ಕೆರಳಿಸಲು ಅಲ್ಲ, ಎಚ್ಚರಿಕೆ ನೀಡಲು. ನಾವು ಮೌನವಾಗಿದ್ದರೆ ಇಂದು ಕರ್ನಾಟಕ ನಾಳೆ ಇಡೀ ದೇಶವೇ ಇದರ ಬೆಲೆ ತೆರಬೇಕಾಗುತ್ತದೆ. ರಾಜ್ಯಪಾಲರ ಈ ನಡೆ ಸಂವಿಧಾನ ವಿರೋಧಿ ಎಂದು ಹೇಳಿದರು. — [689, 1989, 1154, 2064]
advert-hotel — [1162, 1930, 1521, 2337]
photo-somanna-press — [282, 479, 515, 657]
magenta-dot-icon — [1421, 2354, 1436, 2370]
ad-contact: ಜಾಹೀರಾತಿಗಾಗಿ ಸಂಪರ್ಕಿಸಿ - 94498 71825 — [1284, 11, 1526, 29]
caption-housing-1: ಹೊಸಕೋಟೆ ನಗರದ ವರದಾಪುರದಲ್ಲಿ ಕೊಳಚೆ ನಿರ್ಮೂಲನ ಮಂಡಳಿ ವತಿಯಿಂದ — [916, 1535, 1204, 1548]
ad-detail-2: ಮಧ್ಯಾಹ್ನ 2 ರಿಂದ 2.30 ಗಂಟೆಗೆ ಸಲ್ಲುವ ಶುಭ ಲಗ್ನದಲ್ಲಿ ಬ್ರಹ್ಮೋತ್ಸವ ಜರುಗಲಿದೆ. — [939, 685, 1376, 704]
food-plate-icon — [1390, 2142, 1507, 2232]
ad-emblem-text: ಕರ್ನಾಟಕ ಸರ್ಕಾರ — [1116, 131, 1198, 148]
ad-admin: ಜಿಲ್ಲಾಡಳಿತ - ಜಿಲ್ಲಾ ಪಂಚಾಯತ್ — [1045, 191, 1270, 215]
headline-hindu-samajotsava: ತುಮಕೂರಿನಲ್ಲಿ ನಾಳೆ ಹಿಂದೂ ಸಮಾಜೋತ್ಸವ — [38, 44, 556, 85]
hotel-address-1: ಸಿಹಿಲ್ ಮತ್ತು ಕೆಂಪಣ್ಣರ್ಗಿ ಖಾನ ನಿಲ್ದಾಣ ಸಮೀಪ, — [1243, 2024, 1440, 2038]
ad-footer-1: ಶ್ರೀರಂಗನಾಥಸ್ವಾಮಿ ದೇವಾಲಯದ ಅರ್ಚಕವರ್ಗ ಹಾಗೂ ಸಿಬ್ಬಂದಿವರ್ಗದವರು — [996, 1100, 1318, 1115]
hotel-phone[interactable]: 9986776520 — [1176, 2285, 1507, 2329]
temple-gopuram-icon — [1007, 331, 1309, 583]
ad-schedule-1: 26-01-2026ರಂದು 6ನೇ ತಿರುನಾಳ್ ದೋಲೋತ್ಸವ — [972, 770, 1343, 793]
ad-committee: ವ್ಯವಸ್ಥಾಪನ ಸಮಿತಿ ಸದಸ್ಯರು : ಹೆಚ್.ಎನ್. ಸತೀಶ್, ಶ್ರೀಮತಿ ಕಮಲಮ್ಮ — [1013, 1052, 1301, 1067]
hotel-address-2: ಬಸವೇಶ್ವರ ರಸ್ತೆ, ತುಮಕೂರು — [1284, 2041, 1399, 2055]
headline-water: ದೆಹಲಿಯಲ್ಲಿ ನೀರು ಸರಬರಾಜು ಸಹಜ ಸ್ಥಿತಿಗೆ — [235, 1452, 664, 1488]
paper-name: Sanjevani, Bangalore — [143, 11, 304, 30]
housing-side-heading: ಇದು ಪಿಎಂ ಆವಾಸ್ ಯೋಜನೆ ಅಲ್ಲ ಸಿಎಂ ಆವಾಸ್ ಯೋಜನೆ — [1336, 1371, 1517, 1402]
hotel-parcel: ಪಾರ್ಸಲ್ ದೊರೆಯುತ್ತದೆ ಸಂಪರ್ಕಿಸಿ — [1336, 2261, 1478, 2275]
ad-footer-2: ಮತ್ತು ಸಮಸ್ತ ಶ್ರೀರಂಗಪಟ್ಟಣದ ನಾಗರೀಕರು ಹಾಗೂ ಭಕ್ತಾಧಿಗಳು — [1023, 1120, 1292, 1136]
story-hindu-samajotsava: ತುಮಕೂರು, ಜ. 25– ಸ್ವಾಮಿಜಿಗಳ ಹಾಗೂ ಸಕ್ಕರೆ ರಾಷ್ಟ್ರ ನಿರ್ಮಾಣ, ದೇಶದ ಮಾಡುವುದರಿಂದ ವಿಶ್ವ ಶ್ರೇಷ್ಠ ಹಿಂದೂ ಸಂಸ್ಕೃತಿ, ಪರಿಸರ ಸಂರಕ್ಷಣೆ, ಸದೃಢ ಕುಟುಂಬ ವ್ಯವಸ್ಥೆ, ಸಾಮಾಜಿಕ ಸಾಮರಸ್ಯದ ಬಲವರ್ಧನೆ, ಸ್ವದೇಶಿ ಜೀವನಶೈಲಿ ಹಾಗೂ ನಾಗರಿಕ ಶಿಷ್ಟಾಚಾರದ ಪರಿಪಾಲನೆಯ ಕುರಿತು ಸಮಾಜದಲ್ಲಿ ಅರಿವು ಮೂಡಿಸುವ ಉದ್ದೇಶದಿಂದ ಸಿದ್ಧಗಂಗಾ ಮಠಾಧ್ಯಕ್ಷರಾದ ಶ್ರೀ ಸಿದ್ಧಲಿಂಗ ಸ್ವಾಮೀಜಿಯವರ ನೇತೃತ್ವದಲ್ಲಿ ಹಾಗೂ ಹಿಂದೂ ಸಮಾಜೋತ್ಸವ ಸಮಿತಿಯ ಮಾರ್ಗದರ್ಶನದಲ್ಲಿ ನಗರದ ಎಲ್ಲ ಬಡಾವಣೆಗಳಲ್ಲಿ ಹಿಂದೂ ಸಮಾಜೋತ್ಸವ ಕಾರ್ಯಕ್ರಮಗಳನ್ನು ಫೆ. 26 ರಂದು ನಡೆಸಲಾಗುತ್ತಿದೆ ಎಂದು ಹಿಂದೂ ಸಮಾಜೋತ್ಸವ ಸಮಿತಿ ಅಧ್ಯಕ್ಷ ಎಚ್.ಜಿ. ಚಂದ್ರಶೇಖರ್ ತಿಳಿಸಿದ್ದಾರೆ. ಈ ಹಿನ್ನೆಲೆಯಲ್ಲಿ ನಗರದ ಅಶೋಕನಗರ, ಗಂಗೋತ್ರಿ ನಗರ, ವಾಲ್ಮೀಕಿ ನಗರ, ಪ್ರಶಾಂತ ನಗರ, ಕೃಷ್ಣನಗರ, ಶಿವನಂದ ನಗರ, ಮಹಾಲಕ್ಷ್ಮಿ ನಗರ, ಬಟವಾಡಿ, ದೇವರಾಯಪಟ್ಟಣ, ಎಸ್ಐಟಿ ಬಡಾವಣೆ ಪ್ರದೇಶಗಳನ್ನು ಒಳಗೊಂಡಂತೆ ನಗರದ ಎಲ್ಲಾ ವಾರ್ಡ್ ಹಾಗೂ ಎಲ್ಲಾ ಸ್ತರದ ಜನರನ್ನು ಒಂದೇ ವೇದಿಕೆಯಲ್ಲಿ ಒಗ್ಗೂಡಿಸಿಕೊಂಡು ಸಿದ್ಧಗಂಗಾ ಹಿಂದೂ ಸಮಾಜೋತ್ಸವ ಎನ್ನುವ ಹೆಸರಿನಲ್ಲಿ ಫೆ. 26 ರಂದು ಸಂಜೆ 4 ಗಂಟೆಯಿಂದ ನಗರದ ಎಸ್ಐಟಿ ಆವರಣದಲ್ಲಿರುವ ಬಿರ್ಲಾ ಆಡಿಟೋರಿಯಂನಲ್ಲಿ ಸಾರ್ವಜನಿಕ ಹಿಂದೂ ಸಮಾಜೋತ್ಸವ ಕಾರ್ಯಕ್ರಮವನ್ನು ಆಯೋಜಿಸಲಾಗಿದೆ ಎಂದು ಪ್ರಕಟಣೆಯಲ್ಲಿ ತಿಳಿಸಿದ್ದಾರೆ. ಜ. 26 ರಂದು ಮಧ್ಯಾಹ್ನ 2.30 ಗಂಟೆಯಿಂದ ಭಾರತ ಮಾತೆಯ ಭವ್ಯ ಭಾವ ಚಿತ್ರ ಹಾಗೂ ಕಲಾ ತಂಡಗಳೊಂದಿಗೆ ನಗರದ ವಾಲ್ಮೀಕಿ ನಗರ ಬಡಾವಣೆಯ ಶ್ರೀ ನಂದೀಶ್ವರ ದೇವಸ್ಥಾನದಿಂದ ಪ್ರಾರಂಭಿಸಿ ವಿವಿಧ ಬಡಾವಣೆಗಳಲ್ಲಿ ಶೋಭಾಯಾತ್ರೆಯನ್ನು ಹಮ್ಮಿಕೊಳ್ಳಲಾಗಿದೆ. ಸಂಜೆ 4 ಗಂಟೆಯಿಂದ ಸಭಾ ಕಾರ್ಯಕ್ರಮವು ಬಿರ್ಲಾ ಆಡಿಟೋರಿಯಂನಲ್ಲಿ ನಡೆಯಲಿದೆ. ಕಾರ್ಯಕ್ರಮದ ದಿವ್ಯ ಸಾನಿಧ್ಯವನ್ನು ಸಿದ್ಧಗಂಗಾ ಮಠದ ಕಿರಿಯ ಶ್ರೀಗಳಾದ ಶ್ರೀ ಶಿವಸಿದ್ಧೇಶ್ವರ ಸ್ವಾಮೀಜಿ ವಹಿಸಲಿದ್ದಾರೆ. ಕಾರ್ಯಕ್ರಮದಲ್ಲಿ ಎಚ್.ಜಿ. ಚಂದ್ರಶೇಖರ್ ಅಧ್ಯಕ್ಷತೆ ವಹಿಸುವರು. ಮುಖ್ಯ ಭಾಷಣಕಾರರಾಗಿ ಭಾರತೀಯ ಜನತಾ ಪಕ್ಷದ ರಾಷ್ಟ್ರೀಯ ಸಂಘಟನಾ ಕಾರ್ಯದರ್ಶಿ ಬಿ.ಎಲ್.ಸಂತೋಷ್ ಭಾಗವಹಿಸಲಿದ್ದು, ಸಮಾಜ ಸೇವಕರಾದ ಇಂದಿರಮ್ಮ ಸುಂದರರಾಜ್ ಪಾಲ್ಗೊಳ್ಳಲಿದ್ದಾರೆ. ಕಾರ್ಯಕ್ರಮದಲ್ಲಿ ಬಡಾವಣೆಯ ವಿವಿಧ ಕಲಾವಿದರು ಸಾಂಸ್ಕೃತಿಕ ಕಾರ್ಯಕ್ರಮಗಳನ್ನು ನಡೆಸಿಕೊಡಲಿದ್ದಾರೆ ಎಂದು ಅವರು ತಿಳಿಸಿದ್ದಾರೆ. — [38, 95, 785, 388]
official-card: ಶ್ರೀ ಎಂ.ಆರ್. ಪ್ರಸನ್ನಕುಮಾರ್ ಪಾರುಪತ್ತೇಗಾರರು, ಶ್ರೀ ರಂಗನಾಥಸ್ವಾಮಿ ದೇವಾಲಯ — [1063, 965, 1252, 993]
emblem-icon — [1116, 53, 1199, 129]
section-name: ಬೆಂಗಳೂರು — [69, 11, 127, 29]
date-kannada: ಭಾನುವಾರ 25 ಜನವರಿ 2026 — [320, 11, 482, 29]
headline-murder: ಗುಂಡು ಹಾರಿಸಿ ವ್ಯಕ್ತಿ ಹತ್ಯೆ — [45, 899, 216, 960]
light-grey-dot-icon — [1504, 2354, 1520, 2370]
masthead — [38, 8, 1526, 36]
grey-dot-icon — [1484, 2354, 1499, 2370]
ad-detail-3: ಭಕ್ತ ಮಹನೀಯರು ಭಗವಂತ್ ದರ್ಶನಕ್ಕೆ ಆಗಮಿಸಿ ತೀರ್ಥ ಪ್ರಸಾದಗಳನ್ನು ಸ್ವೀಕರಿಸಿ — [951, 712, 1363, 731]
